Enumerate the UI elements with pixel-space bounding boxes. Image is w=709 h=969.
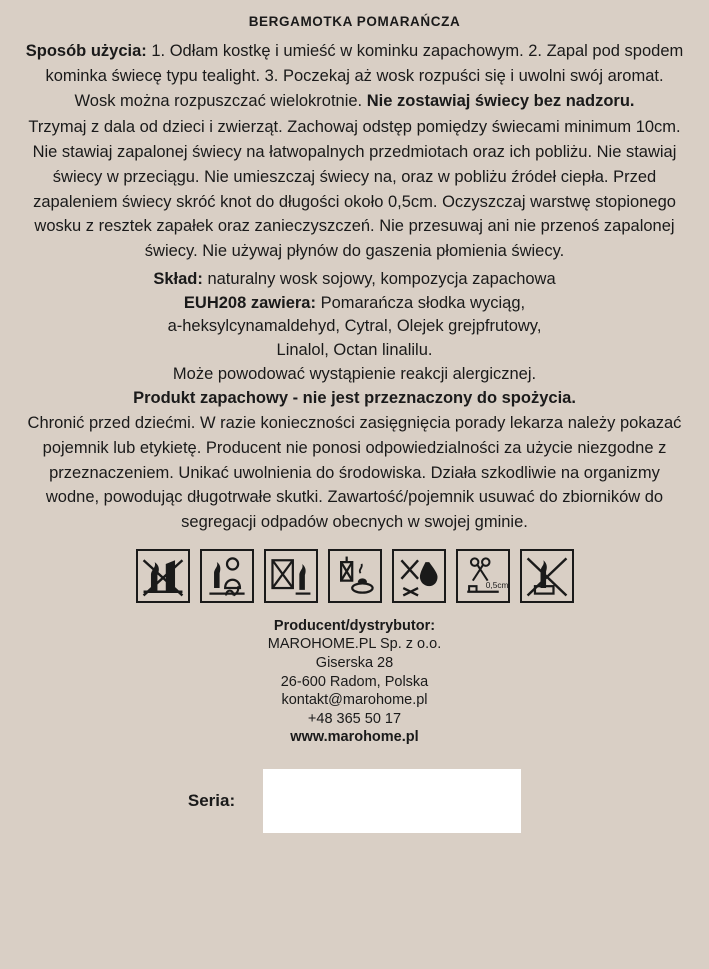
- pictogram-row: [136, 549, 574, 603]
- do-not-move-lit-candle-icon: [520, 549, 574, 603]
- producer-website: www.marohome.pl: [290, 729, 419, 746]
- euh-statement-line1: [25, 292, 685, 316]
- producer-block: [268, 617, 442, 747]
- producer-phone: +48 365 50 17: [307, 710, 402, 727]
- serial-label: Seria:: [187, 790, 236, 810]
- producer-street: Giserska 28: [315, 654, 394, 671]
- trim-wick-label: 0,5cm: [485, 579, 508, 590]
- euh-line3: Linalol, Octan linalilu.: [276, 341, 433, 360]
- serial-row: [22, 769, 687, 833]
- disposal-instructions: Chronić przed dziećmi. W razie konieczności zasięgnięcia porady lekarza należy pokazać pojemnik lub etykietę. Producent nie ponosi odpowiedzialności za użycie niezgodne z przeznaczeniem. Unikać uwolnienia do środowiska. Działa szkodliwie na organizmy wodne, powodując długotrwałe skutki. Zawartość/pojemnik usuwać do zbiorników do segregacji odpadów obecnych w swojej gminie.: [27, 414, 682, 532]
- composition: [25, 267, 685, 292]
- serial-value-box[interactable]: [263, 769, 521, 833]
- usage-text: 1. Odłam kostkę i umieść w kominku zapachowym. 2. Zapal pod spodem kominka świecę typu tealight. 3. Poczekaj aż wosk rozpuści się i uwolni swój aromat. Wosk można rozpuszczać wielokrotnie.: [45, 42, 684, 110]
- trim-wick-icon: [456, 549, 510, 603]
- usage-heading: Sposób użycia:: [25, 42, 147, 60]
- producer-email: kontakt@marohome.pl: [281, 692, 428, 709]
- page-title: BERGAMOTKA POMARAŃCZA: [248, 14, 461, 29]
- euh-heading: EUH208 zawiera:: [183, 293, 316, 312]
- no-draft-window-icon: [264, 549, 318, 603]
- euh-line1: Pomarańcza słodka wyciąg,: [315, 293, 526, 312]
- usage-instructions: [25, 39, 685, 113]
- producer-heading: Producent/dystrybutor:: [273, 617, 436, 634]
- allergy-warning: Może powodować wystąpienie reakcji alergicznej.: [172, 365, 537, 384]
- do-not-extinguish-with-liquid-icon: [392, 549, 446, 603]
- composition-text: naturalny wosk sojowy, kompozycja zapachowa: [202, 269, 556, 288]
- producer-city: 26-600 Radom, Polska: [280, 673, 429, 690]
- no-flammable-near-candle-icon: [136, 549, 190, 603]
- composition-heading: Skład:: [153, 269, 203, 288]
- not-food-warning: [25, 387, 685, 411]
- euh-line2: a-heksylcynamaldehyd, Cytral, Olejek grejpfrutowy,: [167, 317, 542, 336]
- keep-away-from-children-and-pets-icon: [200, 549, 254, 603]
- no-heat-source-icon: [328, 549, 382, 603]
- producer-company: MAROHOME.PL Sp. z o.o.: [267, 636, 442, 653]
- not-food-text: Produkt zapachowy - nie jest przeznaczony do spożycia.: [133, 389, 576, 408]
- usage-warning: Nie zostawiaj świecy bez nadzoru.: [366, 91, 635, 110]
- safety-instructions: Trzymaj z dala od dzieci i zwierząt. Zachowaj odstęp pomiędzy świecami minimum 10cm. Nie stawiaj zapalonej świecy na łatwopalnych przedmiotach oraz ich pobliżu. Nie stawiaj świecy w przeciągu. Nie umieszczaj świecy na, oraz w pobliżu źródeł ciepła. Przed zapaleniem świecy skróć knot do długości około 0,5cm. Oczyszczaj warstwę stopionego wosku z resztek zapałek oraz zanieczyszczeń. Nie przesuwaj ani nie przenoś zapalonej świecy. Nie używaj płynów do gaszenia płomienia świecy.: [28, 118, 681, 260]
